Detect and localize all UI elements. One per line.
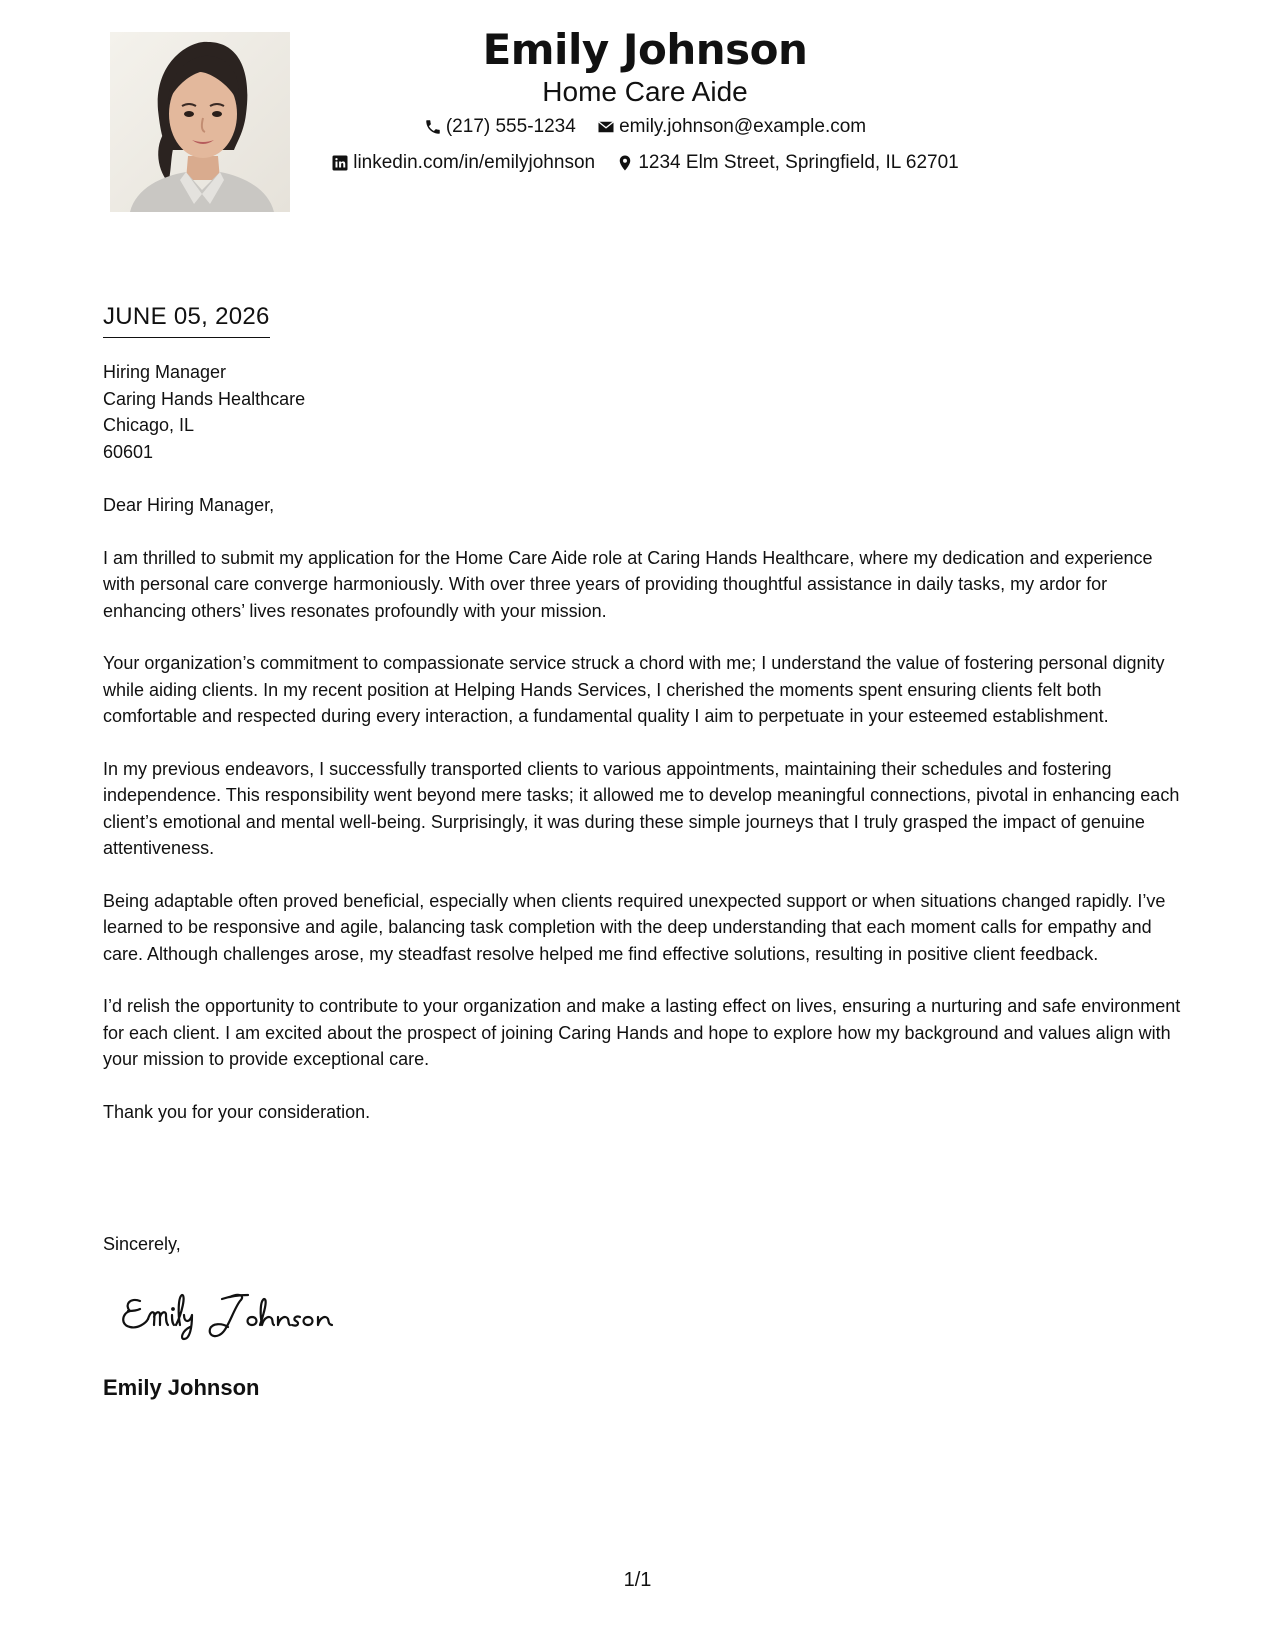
recipient-line: Hiring Manager: [103, 362, 227, 382]
linkedin-contact[interactable]: [331, 150, 595, 176]
body-paragraph: I am thrilled to submit my application for the Home Care Aide role at Caring Hands Healthcare, where my dedication and experience with personal care converge harmoniously. With over three years of providing thoughtful assistance in daily tasks, my ardor for enhancing others’ lives resonates profoundly with your mission.: [103, 547, 1153, 621]
recipient-line: 60601: [103, 441, 154, 462]
linkedin-text: linkedin.com/in/emilyjohnson: [353, 152, 596, 173]
recipient-line: Chicago, IL: [103, 415, 195, 435]
contact-row-1: [290, 114, 1000, 144]
body-paragraph: I’d relish the opportunity to contribute to your organization and make a lasting effect on lives, ensuring a nurturing and safe environment for each client. I am excited about the prospect of joining Caring Hands and hope to explore how my background and values align with your mission to provide exceptional care.: [103, 996, 1181, 1069]
header: [290, 24, 1000, 180]
map-pin-icon: [616, 154, 634, 172]
signature-graphic: [118, 1283, 358, 1343]
recipient-line: Caring Hands Healthcare: [103, 388, 306, 409]
body-paragraph: Your organization’s commitment to compassionate service struck a chord with me; I understand the value of fostering personal dignity while aiding clients. In my recent position at Helping Hands Services, I cherished the moments spent ensuring clients felt both comfortable and respected during every interaction, a fundamental quality I aim to perpetuate in your esteemed establishment.: [103, 653, 1165, 726]
handwritten-signature: [118, 1283, 358, 1343]
applicant-name: Emily Johnson: [482, 25, 808, 74]
job-title: Home Care Aide: [542, 76, 748, 107]
phone-icon: [424, 118, 442, 136]
portrait-photo: [110, 32, 290, 212]
phone-contact[interactable]: [424, 114, 576, 140]
email-text: emily.johnson@example.com: [619, 116, 867, 137]
letter-body: [103, 492, 1183, 1151]
page-number: 1/1: [623, 1569, 652, 1591]
closing: Sincerely,: [103, 1234, 181, 1254]
email-contact[interactable]: [597, 114, 866, 140]
address-contact: [616, 150, 958, 176]
linkedin-icon: [331, 154, 349, 172]
body-paragraph: Thank you for your consideration.: [103, 1101, 371, 1122]
recipient-block: [103, 359, 305, 465]
profile-photo: [110, 32, 290, 212]
body-paragraph: Being adaptable often proved beneficial, especially when clients required unexpected support or when situations changed rapidly. I’ve learned to be responsive and agile, balancing task completion with the deep understanding that each moment calls for empathy and care. Although challenges arose, my steadfast resolve helped me find effective solutions, resulting in positive client feedback.: [103, 890, 1166, 964]
address-text: 1234 Elm Street, Springfield, IL 62701: [638, 152, 959, 173]
salutation: Dear Hiring Manager,: [103, 495, 275, 515]
envelope-icon: [597, 118, 615, 136]
letter-date: JUNE 05, 2026: [103, 300, 270, 338]
phone-text: (217) 555-1234: [445, 116, 576, 137]
contact-row-2: [290, 150, 1000, 180]
signed-name: Emily Johnson: [103, 1375, 260, 1400]
body-paragraph: In my previous endeavors, I successfully transported clients to various appointments, maintaining their schedules and fostering independence. This responsibility went beyond mere tasks; it allowed me to develop meaningful connections, pivotal in enhancing each client’s emotional and mental well-being. Surprisingly, it was during these simple journeys that I truly grasped the impact of genuine attentiveness.: [103, 758, 1180, 858]
